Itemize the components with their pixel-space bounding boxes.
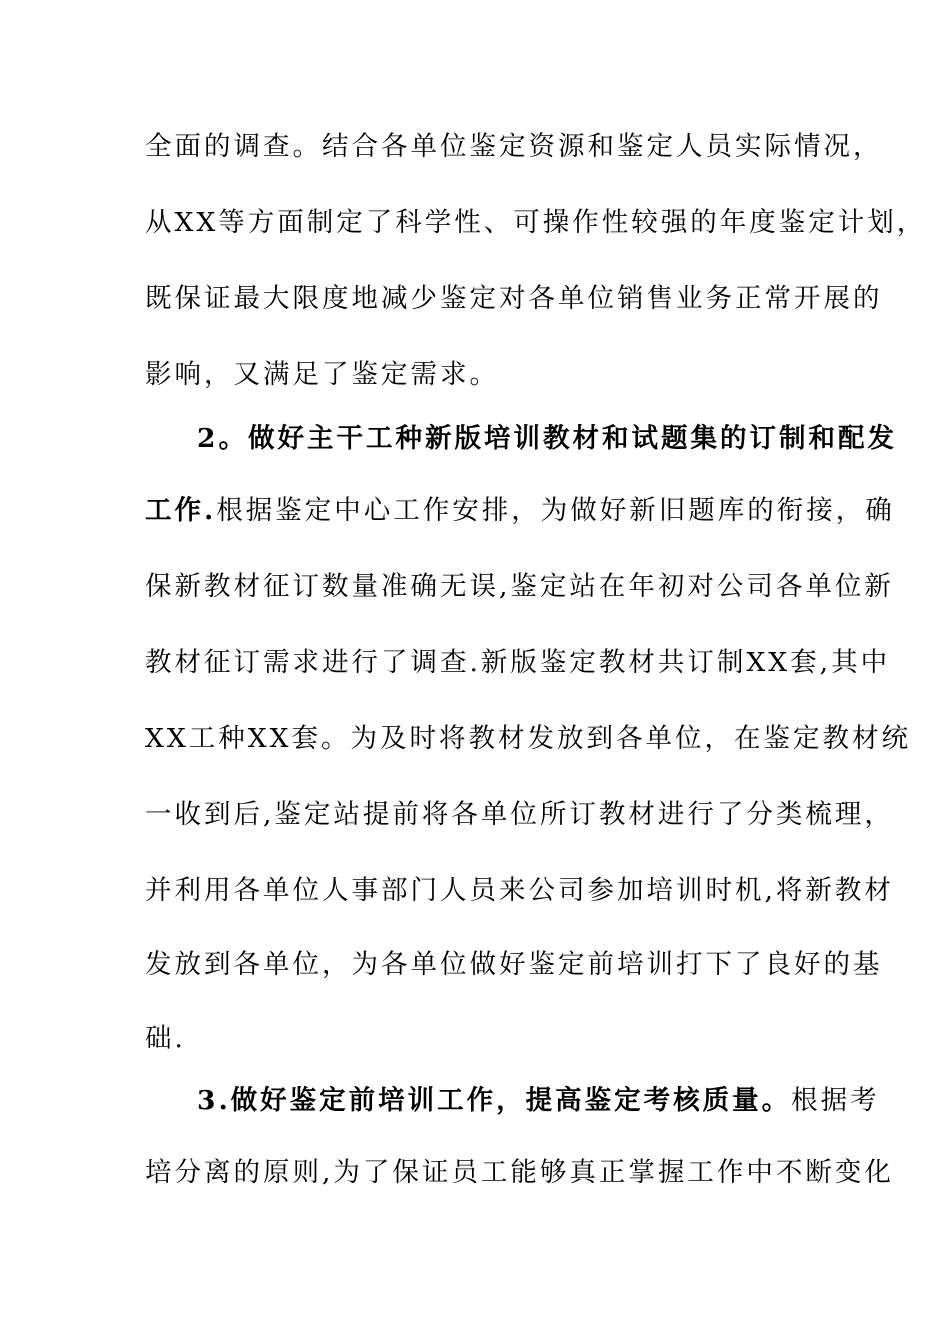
section-heading: 2。做好主干工种新版培训教材和试题集的订制和配发 <box>197 423 897 454</box>
body-text-line: 全面的调查。结合各单位鉴定资源和鉴定人员实际情况， <box>145 131 883 162</box>
body-text-line: 培分离的原则,为了保证员工能够真正掌握工作中不断变化 <box>145 1157 894 1188</box>
body-text-line <box>145 491 895 531</box>
body-text-line <box>197 1081 880 1121</box>
body-text-line: 发放到各单位，为各单位做好鉴定前培训打下了良好的基 <box>145 949 883 980</box>
body-text-line: 既保证最大限度地减少鉴定对各单位销售业务正常开展的 <box>145 283 883 314</box>
body-text-line: 一收到后,鉴定站提前将各单位所订教材进行了分类梳理， <box>145 799 894 830</box>
body-text-line: 并利用各单位人事部门人员来公司参加培训时机,将新教材 <box>145 875 894 906</box>
body-text-line: 从XX等方面制定了科学性、可操作性较强的年度鉴定计划， <box>145 207 927 238</box>
body-text-segment: 根据考 <box>791 1085 880 1116</box>
body-text-line: XX工种XX套。为及时将教材发放到各单位，在鉴定教材统 <box>145 723 911 754</box>
body-text-line: 保新教材征订数量准确无误,鉴定站在年初对公司各单位新 <box>145 571 894 602</box>
body-text-segment: 根据鉴定中心工作安排，为做好新旧题库的衔接，确 <box>216 495 895 526</box>
body-text-line: 教材征订需求进行了调查.新版鉴定教材共订制XX套,其中 <box>145 647 891 678</box>
body-text-line: 础. <box>145 1023 186 1054</box>
body-text-line: 影响，又满足了鉴定需求。 <box>145 359 499 390</box>
section-heading: 3.做好鉴定前培训工作，提高鉴定考核质量。 <box>197 1085 792 1116</box>
section-heading-continuation: 工作. <box>145 495 217 526</box>
